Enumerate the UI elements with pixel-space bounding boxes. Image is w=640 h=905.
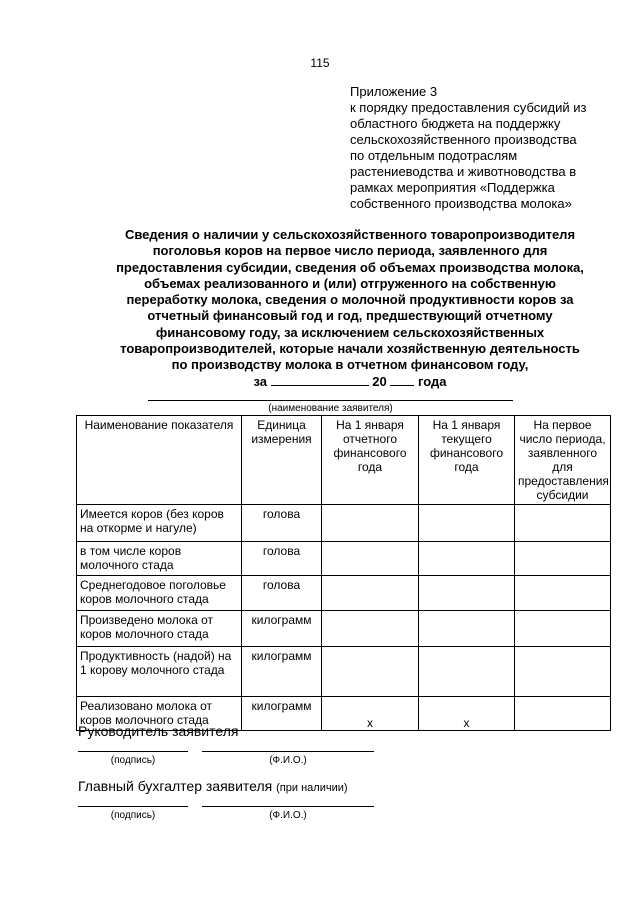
header-current-year: На 1 января текущего финансового года <box>419 416 515 505</box>
value-cell[interactable] <box>419 576 515 611</box>
appendix-line: Приложение 3 <box>350 84 438 99</box>
appendix-line: рамках мероприятия «Поддержка <box>350 180 555 195</box>
row-unit: голова <box>242 505 322 542</box>
heading-line: Сведения о наличии у сельскохозяйственного товаропроизводителя <box>124 227 576 242</box>
period-prefix: за <box>253 374 268 389</box>
row-name: в том числе коров молочного стада <box>77 542 242 576</box>
header-indicator: Наименование показателя <box>77 416 242 505</box>
head-sign-caption: (подпись) <box>110 755 156 766</box>
row-unit: голова <box>242 576 322 611</box>
accountant-sign-caption: (подпись) <box>110 810 156 821</box>
heading-line: предоставления субсидии, сведения об объемах производства молока, <box>116 259 584 275</box>
accountant-fio-line[interactable] <box>202 806 374 807</box>
applicant-name-line[interactable] <box>148 400 513 401</box>
heading-line: объемах реализованного и (или) отгруженного на собственную <box>144 275 556 291</box>
accountant-fio-caption: (Ф.И.О.) <box>269 810 307 821</box>
accountant-note: (при наличии) <box>276 782 348 794</box>
value-cell[interactable] <box>419 647 515 697</box>
value-cell[interactable] <box>515 505 611 542</box>
heading-line: финансовому году, за исключением сельскохозяйственных <box>155 324 545 340</box>
appendix-line: сельскохозяйственного производства <box>350 132 577 147</box>
row-unit: голова <box>242 542 322 576</box>
period-suffix: года <box>418 374 447 389</box>
appendix-line: к порядку предоставления субсидий из <box>350 100 587 115</box>
row-name: Продуктивность (надой) на 1 корову молочного стада <box>77 647 242 697</box>
row-unit: килограмм <box>242 611 322 647</box>
row-name: Имеется коров (без коров на откорме и нагуле) <box>77 505 242 542</box>
value-cell-x: x <box>419 697 515 731</box>
year-blank[interactable] <box>390 373 414 386</box>
head-fio-line[interactable] <box>202 751 374 752</box>
page-number: 115 <box>310 56 330 70</box>
row-unit: килограмм <box>242 647 322 697</box>
head-sign-line[interactable] <box>78 751 188 752</box>
heading-line: переработку молока, сведения о молочной продуктивности коров за <box>126 292 574 308</box>
heading-line: поголовья коров на первое число периода, заявленного для <box>152 243 548 259</box>
period-blank[interactable] <box>271 373 369 386</box>
value-cell[interactable] <box>322 576 419 611</box>
row-name: Среднегодовое поголовье коров молочного стада <box>77 576 242 611</box>
value-cell[interactable] <box>515 576 611 611</box>
applicant-caption: (наименование заявителя) <box>268 403 393 414</box>
head-signature-title: Руководитель заявителя <box>78 723 239 739</box>
value-cell[interactable] <box>419 542 515 576</box>
table-row <box>77 542 611 576</box>
value-cell[interactable] <box>515 611 611 647</box>
appendix-block <box>350 84 635 212</box>
heading-line: товаропроизводителей, которые начали хозяйственную деятельность <box>120 341 580 357</box>
row-name: Реализовано молока от коров молочного стада <box>77 697 242 731</box>
header-period-start: На первое число периода, заявленного для предоставления субсидии <box>515 416 611 505</box>
appendix-line: по отдельным подотраслям <box>350 148 518 163</box>
period-line <box>70 373 630 389</box>
period-year: 20 <box>372 374 387 389</box>
document-heading <box>70 227 630 374</box>
table-row <box>77 611 611 647</box>
table-row <box>77 576 611 611</box>
heading-line: отчетный финансовый год и год, предшествующий отчетному <box>147 308 553 324</box>
value-cell[interactable] <box>515 542 611 576</box>
value-cell[interactable] <box>322 542 419 576</box>
accountant-signature-title <box>78 778 348 794</box>
head-fio-caption: (Ф.И.О.) <box>269 755 307 766</box>
row-unit: килограмм <box>242 697 322 731</box>
header-unit: Единица измерения <box>242 416 322 505</box>
data-table <box>76 415 611 731</box>
value-cell[interactable] <box>419 611 515 647</box>
value-cell[interactable] <box>515 647 611 697</box>
appendix-line: растениеводства и животноводства в <box>350 164 577 179</box>
appendix-line: собственного производства молока» <box>350 196 572 211</box>
row-name: Произведено молока от коров молочного стада <box>77 611 242 647</box>
table-row <box>77 647 611 697</box>
accountant-sign-line[interactable] <box>78 806 188 807</box>
table-row <box>77 505 611 542</box>
table-header-row <box>77 416 611 505</box>
value-cell-x: x <box>322 697 419 731</box>
accountant-title: Главный бухгалтер заявителя <box>78 778 273 794</box>
appendix-line: областного бюджета на поддержку <box>350 116 561 131</box>
value-cell[interactable] <box>419 505 515 542</box>
value-cell[interactable] <box>322 505 419 542</box>
value-cell[interactable] <box>322 647 419 697</box>
value-cell[interactable] <box>515 697 611 731</box>
value-cell[interactable] <box>322 611 419 647</box>
heading-line: по производству молока в отчетном финансовом году, <box>171 357 529 373</box>
header-reporting-year: На 1 января отчетного финансового года <box>322 416 419 505</box>
